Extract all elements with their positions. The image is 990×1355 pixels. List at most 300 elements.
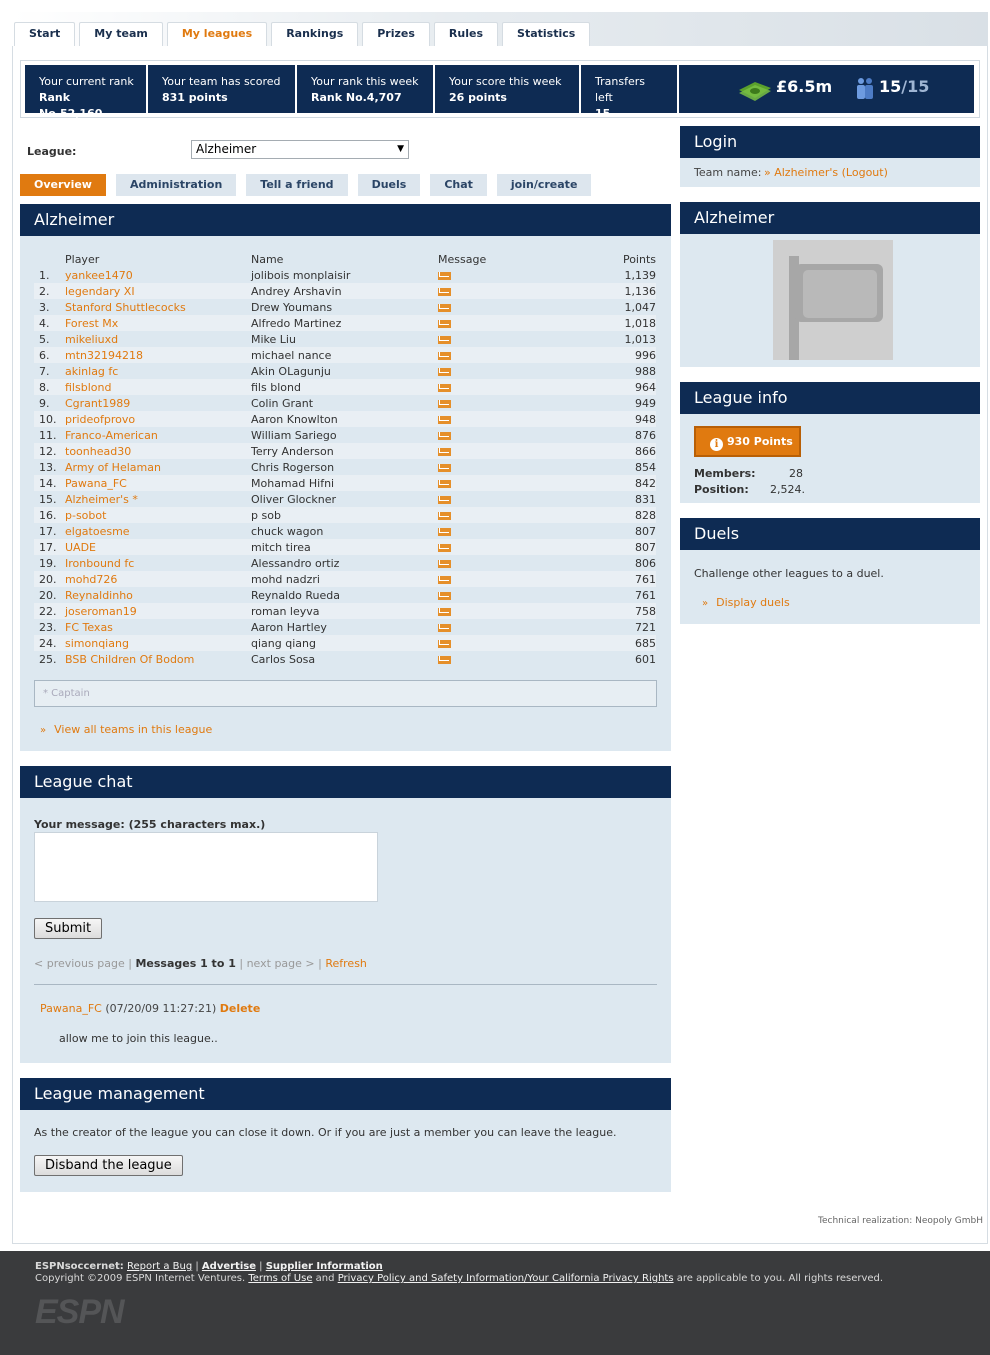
row-name: jolibois monplaisir [251,268,351,282]
player-link[interactable]: mtn32194218 [65,348,143,362]
table-row [34,635,656,651]
row-points: 807 [588,539,656,555]
row-position: 14. [34,475,65,491]
envelope-icon[interactable] [438,640,451,648]
subtab-tell-a-friend[interactable]: Tell a friend [246,174,347,196]
row-position: 19. [39,556,57,570]
technical-credit: Technical realization: Neopoly GmbH [818,1216,984,1226]
row-points: 685 [588,635,656,651]
row-position: 2. [34,283,65,299]
league-table-panel [20,204,671,751]
row-position: 8. [34,379,65,395]
row-message [438,427,588,443]
league-table [34,251,656,667]
panel-title: Alzheimer [680,202,980,234]
info-icon: i [710,438,723,451]
stat-label: Transfers left [595,75,645,104]
row-position: 9. [39,396,50,410]
envelope-icon[interactable] [438,544,451,552]
row-player [65,603,251,619]
row-player [65,523,251,539]
row-points: 1,136 [588,283,656,299]
display-duels-link[interactable]: Display duels [716,596,790,609]
row-player [65,395,251,411]
row-points: 948 [588,411,656,427]
budget-squad-box [679,65,974,113]
row-message [438,651,588,667]
panel-title: Duels [680,518,980,550]
row-message [438,635,588,651]
row-name: Terry Anderson [251,443,438,459]
panel-title: Alzheimer [20,204,671,236]
row-position: 13. [39,460,57,474]
row-player [65,283,251,299]
row-message [438,443,588,459]
col-name: Name [251,252,284,266]
envelope-icon[interactable] [438,624,451,632]
table-row [34,459,656,475]
row-name: roman leyva [251,603,438,619]
row-player [65,491,251,507]
squad-max: /15 [901,77,930,96]
subtab-chat[interactable]: Chat [430,174,487,196]
money-icon [737,78,773,105]
row-points: 601 [635,652,656,666]
previous-page-link[interactable]: < previous page [34,957,125,970]
player-link[interactable]: simonqiang [65,636,129,650]
supplier-info-link[interactable]: Supplier Information [265,1261,383,1272]
row-player [65,347,251,363]
stat-value: 15 [595,107,611,120]
row-message [438,539,588,555]
row-message [438,299,588,315]
envelope-icon[interactable] [438,368,451,376]
row-position: 12. [34,443,65,459]
row-message [438,331,588,347]
row-player [65,635,251,651]
panel-title: League management [20,1078,671,1110]
footer [0,1251,990,1355]
envelope-icon[interactable] [438,656,451,664]
row-position: 22. [34,603,65,619]
management-text: As the creator of the league you can close it down. Or if you are just a member you can leave the league. [34,1126,617,1139]
envelope-icon[interactable] [438,352,451,360]
row-name: p sob [251,507,438,523]
envelope-icon[interactable] [438,576,451,584]
row-points: 721 [635,620,656,634]
tab-my-team[interactable]: My team [79,22,163,46]
row-message [438,347,588,363]
row-name: michael nance [251,347,438,363]
copyright-text: Copyright ©2009 ESPN Internet Ventures. [35,1273,246,1284]
row-name: Mohamad Hifni [251,475,438,491]
envelope-icon[interactable] [438,304,451,312]
row-message [438,459,588,475]
table-row [34,587,656,603]
player-link[interactable]: Alzheimer's * [65,492,138,506]
table-row [34,475,656,491]
player-link[interactable]: Army of Helaman [65,460,161,474]
league-table-body [34,267,656,667]
row-position: 10. [34,411,65,427]
player-link[interactable]: legendary XI [65,284,135,298]
row-name: Mike Liu [251,332,296,346]
row-message [438,571,588,587]
messages-count: Messages 1 to 1 [135,957,236,970]
duels-panel [680,518,980,624]
row-name: qiang qiang [251,635,438,651]
row-player [65,587,251,603]
stat-value: 831 points [162,91,228,104]
table-header [34,251,656,267]
subtab-join-create[interactable]: join/create [497,174,592,196]
row-player [65,571,251,587]
row-position: 11. [39,428,57,442]
league-select-label: League: [27,145,77,158]
panel-title: Login [680,126,980,158]
view-all-teams-link[interactable]: View all teams in this league [54,723,213,736]
row-name: Aaron Knowlton [251,411,438,427]
stat-label: Your score this week [449,75,562,88]
row-player [65,459,251,475]
table-row [34,443,656,459]
player-link[interactable]: elgatoesme [65,524,130,538]
row-name: Oliver Glockner [251,492,337,506]
points-badge-value: 930 Points [727,435,793,448]
disband-league-button[interactable]: Disband the league [34,1155,183,1176]
row-message [438,603,588,619]
row-position: 6. [34,347,65,363]
row-position: 3. [39,300,50,314]
row-player [65,539,251,555]
row-points: 807 [635,524,656,538]
chat-timestamp: (07/20/09 11:27:21) [105,1002,217,1015]
envelope-icon[interactable] [438,288,451,296]
player-link[interactable]: UADE [65,540,96,554]
chevron-down-icon: ▼ [397,144,404,154]
row-message [438,587,588,603]
player-link[interactable]: mikeliuxd [65,332,119,346]
row-points: 758 [588,603,656,619]
stat-label: Your current rank [39,75,134,88]
rights-text: are applicable to you. All rights reserved. [676,1273,884,1284]
row-position: 15. [39,492,57,506]
table-row [34,299,656,315]
stats-bar [20,60,980,118]
stat-value: 26 points [449,91,507,104]
row-name: Alfredo Martinez [251,315,438,331]
tab-rankings[interactable]: Rankings [271,22,358,46]
squad-current: 15 [879,77,902,96]
pager-separator: | [318,957,322,970]
table-row [34,491,656,507]
row-position: 25. [39,652,57,666]
col-points: Points [622,252,656,266]
table-row [34,411,656,427]
next-page-link[interactable]: next page > [246,957,315,970]
row-position: 17. [34,539,65,555]
row-player [65,651,251,667]
row-player [65,379,251,395]
envelope-icon[interactable] [438,272,451,280]
row-points: 996 [588,347,656,363]
row-points: 866 [588,443,656,459]
login-panel [680,126,980,187]
row-message [438,363,588,379]
members-value: 28 [789,467,803,480]
chevron-right-icon: » [40,725,47,736]
subtab-duels[interactable]: Duels [358,174,421,196]
player-link[interactable]: akinlag fc [65,364,119,378]
row-message [438,267,588,283]
envelope-icon[interactable] [438,496,451,504]
stat-team-scored [148,65,295,113]
panel-title: League chat [20,766,671,798]
envelope-icon[interactable] [438,384,451,392]
player-link[interactable]: mohd726 [65,572,118,586]
table-row [34,507,656,523]
row-position: 17. [39,524,57,538]
row-points: 761 [635,588,656,602]
advertise-link[interactable]: Advertise [201,1261,256,1272]
delete-message-link[interactable]: Delete [219,1002,261,1015]
row-name: Carlos Sosa [251,652,316,666]
budget-value: £6.5m [776,77,833,96]
stat-label: Your rank this week [311,75,419,88]
row-message [438,395,588,411]
row-points: 1,139 [624,268,656,282]
row-points: 806 [635,556,656,570]
row-message [438,315,588,331]
col-player: Player [65,252,100,266]
row-message [438,523,588,539]
envelope-icon[interactable] [438,608,451,616]
table-row [34,555,656,571]
table-row [34,619,656,635]
captain-note: * Captain [34,680,657,707]
table-row [34,603,656,619]
row-position: 4. [34,315,65,331]
row-player [65,363,251,379]
stat-score-week [435,65,579,113]
divider [34,984,657,985]
main-nav-tabs [14,22,594,46]
row-message [438,507,588,523]
position-value: 2,524. [770,483,805,496]
row-points: 988 [635,364,656,378]
members-label: Members: [694,467,756,480]
subtab-administration[interactable]: Administration [116,174,236,196]
player-link[interactable]: Ironbound fc [65,556,135,570]
row-name: Andrey Arshavin [251,283,438,299]
league-select[interactable] [191,140,409,159]
player-link[interactable]: filsblond [65,380,112,394]
player-link[interactable]: Stanford Shuttlecocks [65,300,186,314]
panel-title: League info [680,382,980,414]
duels-text: Challenge other leagues to a duel. [694,567,884,580]
envelope-icon[interactable] [438,464,451,472]
stat-transfers-left [581,65,677,120]
row-player [65,331,251,347]
row-points: 761 [588,571,656,587]
team-name-label: Team name: [694,166,762,179]
row-player [65,267,251,283]
envelope-icon[interactable] [438,432,451,440]
pager-separator: | [128,957,132,970]
row-message [438,475,588,491]
row-points: 964 [588,379,656,395]
player-link[interactable]: Pawana_FC [65,476,127,490]
chat-pager [34,957,367,970]
envelope-icon[interactable] [438,400,451,408]
points-badge [694,426,801,457]
row-player [65,315,251,331]
row-position: 20. [39,588,57,602]
row-message [438,491,588,507]
row-message [438,411,588,427]
tab-prizes[interactable]: Prizes [362,22,430,46]
envelope-icon[interactable] [438,336,451,344]
flag-icon [773,240,893,360]
stat-label: Your team has scored [162,75,281,88]
chat-message-label: Your message: (255 characters max.) [34,818,266,831]
row-player [65,619,251,635]
league-info-panel [680,382,980,503]
tab-rules[interactable]: Rules [434,22,498,46]
footer-brand: ESPNsoccernet: [35,1261,124,1272]
table-row [34,571,656,587]
chat-message-text: allow me to join this league.. [59,1032,218,1045]
player-link[interactable]: joseroman19 [65,604,137,618]
envelope-icon[interactable] [438,528,451,536]
row-points: 842 [588,475,656,491]
league-image-panel [680,202,980,367]
tab-start[interactable]: Start [14,22,75,46]
row-position: 1. [39,268,50,282]
stat-current-rank [25,65,146,120]
envelope-icon[interactable] [438,416,451,424]
table-row [34,539,656,555]
col-message: Message [438,252,487,266]
row-player [65,555,251,571]
player-link[interactable]: p-sobot [65,508,107,522]
envelope-icon[interactable] [438,480,451,488]
squad-people-icon [855,77,875,104]
table-row [34,395,656,411]
row-player [65,507,251,523]
chat-author-link[interactable]: Pawana_FC [40,1002,102,1015]
position-label: Position: [694,483,749,496]
row-name: Aaron Hartley [251,620,327,634]
row-points: 949 [635,396,656,410]
row-points: 828 [588,507,656,523]
row-name: Drew Youmans [251,300,333,314]
row-position: 24. [34,635,65,651]
tab-statistics[interactable]: Statistics [502,22,590,46]
table-row [34,283,656,299]
row-message [438,283,588,299]
player-link[interactable]: Franco-American [65,428,158,442]
row-points: 831 [635,492,656,506]
row-name: Reynaldo Rueda [251,588,341,602]
stat-value: Rank No.4,707 [311,91,402,104]
envelope-icon[interactable] [438,448,451,456]
league-chat-panel [20,766,671,1063]
row-points: 876 [635,428,656,442]
row-name: Colin Grant [251,396,314,410]
row-player [65,299,251,315]
row-message [438,379,588,395]
envelope-icon[interactable] [438,560,451,568]
player-link[interactable]: Forest Mx [65,316,119,330]
row-name: Chris Rogerson [251,460,335,474]
envelope-icon[interactable] [438,512,451,520]
row-position: 16. [34,507,65,523]
espn-logo: ESPN [35,1293,124,1331]
subtab-overview[interactable]: Overview [20,174,106,196]
display-duels-row [702,596,790,609]
row-name: chuck wagon [251,524,324,538]
league-select-value: Alzheimer [196,142,257,156]
row-name: fils blond [251,379,438,395]
league-subtabs [20,174,601,196]
chat-message-header [40,1002,260,1015]
row-position: 5. [39,332,50,346]
table-row [34,267,656,283]
table-row [34,427,656,443]
row-points: 1,047 [624,300,656,314]
chat-message-input[interactable] [34,832,378,902]
row-name: Alessandro ortiz [251,556,340,570]
player-link[interactable]: BSB Children Of Bodom [65,652,195,666]
player-link[interactable]: toonhead30 [65,444,132,458]
player-link[interactable]: yankee1470 [65,268,133,282]
table-row [34,523,656,539]
row-player [65,411,251,427]
table-row [34,347,656,363]
row-player [65,427,251,443]
player-link[interactable]: Reynaldinho [65,588,133,602]
row-position: 20. [34,571,65,587]
privacy-link[interactable]: Privacy Policy and Safety Information/Your California Privacy Rights [337,1273,674,1284]
stat-rank-week [297,65,433,113]
submit-button[interactable]: Submit [34,918,102,939]
player-link[interactable]: FC Texas [65,620,113,634]
refresh-link[interactable]: Refresh [325,957,367,970]
envelope-icon[interactable] [438,320,451,328]
chevron-right-icon: » [702,598,709,609]
player-link[interactable]: Cgrant1989 [65,396,131,410]
table-row [34,379,656,395]
player-link[interactable]: prideofprovo [65,412,136,426]
row-player [65,443,251,459]
table-row [34,651,656,667]
row-position: 7. [39,364,50,378]
table-row [34,315,656,331]
logout-link[interactable]: » Alzheimer's (Logout) [764,166,888,179]
report-bug-link[interactable]: Report a Bug [127,1261,193,1272]
row-name: mitch tirea [251,539,438,555]
stat-value: Rank No.52,160 [39,91,103,120]
row-points: 1,018 [588,315,656,331]
footer-links: ESPNsoccernet: Report a Bug | Advertise | Supplier Information [35,1261,383,1272]
squad-count [879,77,929,96]
tab-my-leagues[interactable]: My leagues [167,22,267,46]
row-message [438,619,588,635]
row-name: Akin OLagunju [251,364,331,378]
envelope-icon[interactable] [438,592,451,600]
terms-link[interactable]: Terms of Use [248,1273,313,1284]
